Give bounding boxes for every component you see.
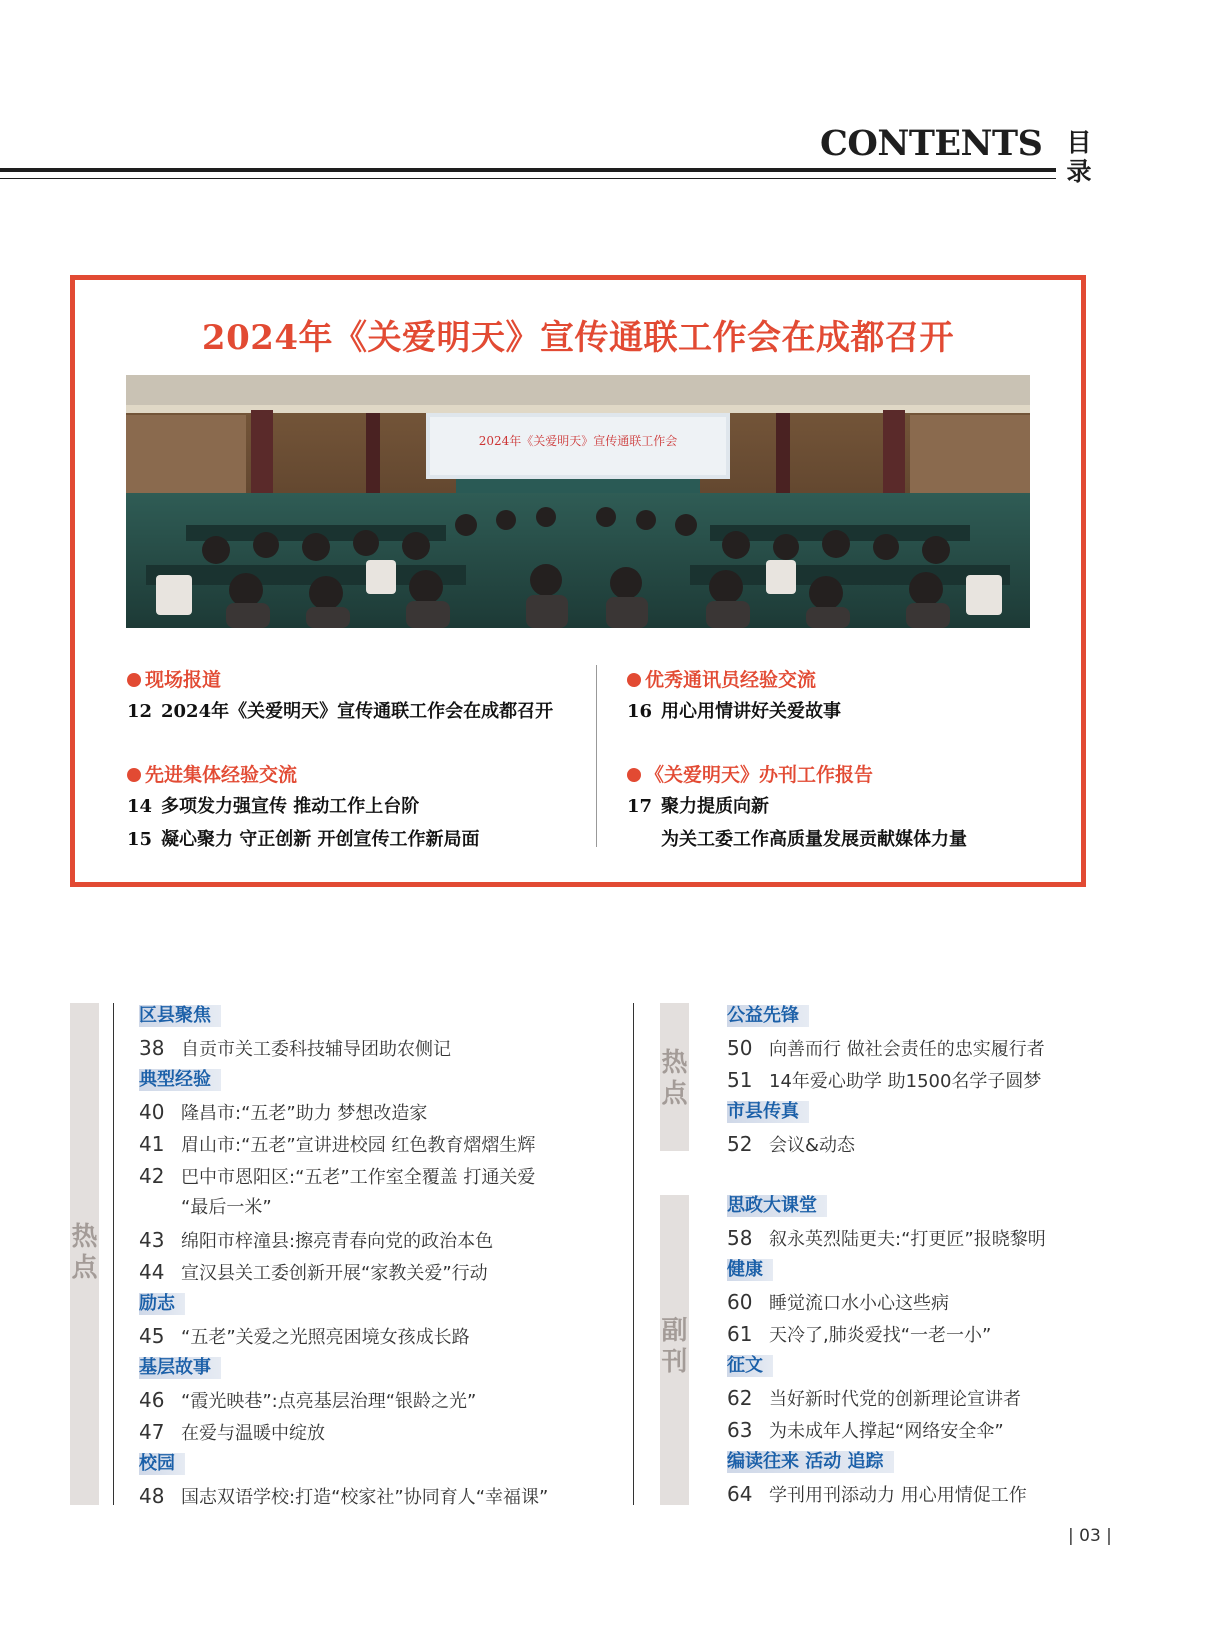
entry-title: 14年爱心助学 助1500名学子圆梦 [769,1071,1042,1092]
category-label: 典型经验 [139,1069,221,1091]
page-number: 48 [139,1484,165,1508]
page-number: 16 [627,701,653,722]
page-number: 64 [727,1482,753,1506]
entry-title: “霞光映巷”:点亮基层治理“银龄之光” [181,1391,477,1412]
category-label: 健康 [727,1259,773,1281]
feature-title: 2024年《关爱明天》宣传通联工作会在成都召开 [201,318,955,358]
page-number: 62 [727,1386,753,1410]
side-label-supplement: 副刊 [661,1316,688,1377]
page-number: 12 [127,701,153,722]
toc-entry[interactable] [139,1256,619,1288]
toc-entry[interactable] [139,1032,619,1064]
toc-list-right [727,1000,1207,1510]
page-number: 42 [139,1164,165,1188]
toc-entry[interactable] [139,1416,619,1448]
entry-title: 为关工委工作高质量发展贡献媒体力量 [661,829,967,850]
column-rule [113,1003,114,1505]
page-number: 17 [627,796,653,817]
page-number: 44 [139,1260,165,1284]
toc-entry[interactable] [627,695,1067,728]
page-number: 43 [139,1228,165,1252]
page-number: 47 [139,1420,165,1444]
screen-banner-text: 2024年《关爱明天》宣传通联工作会 [478,434,678,448]
feature-right-column [627,665,1067,856]
bullet-dot-icon [127,768,141,782]
feature-section-heading: 现场报道 [127,665,587,695]
entry-title: 叙永英烈陆更夫:“打更匠”报晓黎明 [769,1229,1046,1250]
entry-title: 多项发力强宣传 推动工作上台阶 [161,796,420,817]
entry-title: 2024年《关爱明天》宣传通联工作会在成都召开 [161,701,554,722]
toc-entry[interactable] [139,1384,619,1416]
toc-list-left [139,1000,619,1512]
toc-entry[interactable] [727,1286,1207,1318]
mulu-top: 目 [1066,128,1092,157]
contents-heading: CONTENTS [820,123,1043,164]
entry-title: 睡觉流口水小心这些病 [769,1293,949,1314]
toc-entry[interactable] [139,1224,619,1256]
toc-entry[interactable] [139,1096,619,1128]
page-number: 45 [139,1324,165,1348]
category-label: 思政大课堂 [727,1195,827,1217]
page-number: 63 [727,1418,753,1442]
toc-entry[interactable] [727,1478,1207,1510]
page-number: 15 [127,829,153,850]
entry-title: 向善而行 做社会责任的忠实履行者 [769,1039,1045,1060]
entry-title: 用心用情讲好关爱故事 [661,701,841,722]
category-label: 编读往来 活动 追踪 [727,1451,894,1473]
category-label: 校园 [139,1453,185,1475]
toc-entry[interactable] [727,1382,1207,1414]
toc-entry[interactable] [139,1160,619,1192]
toc-entry[interactable] [727,1318,1207,1350]
entry-title: 隆昌市:“五老”助力 梦想改造家 [181,1103,428,1124]
category-label: 励志 [139,1293,185,1315]
toc-entry-continuation[interactable] [627,823,1067,856]
toc-entry[interactable] [727,1222,1207,1254]
entry-title: “五老”关爱之光照亮困境女孩成长路 [181,1327,470,1348]
feature-column-divider [596,665,597,847]
column-rule [633,1003,634,1505]
category-label: 区县聚焦 [139,1005,221,1027]
toc-entry[interactable] [139,1320,619,1352]
category-label: 征文 [727,1355,773,1377]
category-label: 市县传真 [727,1101,809,1123]
bullet-dot-icon [627,673,641,687]
mulu-bottom: 录 [1066,157,1092,186]
page-number: 46 [139,1388,165,1412]
category-label: 基层故事 [139,1357,221,1379]
page-number: 60 [727,1290,753,1314]
entry-title: 凝心聚力 守正创新 开创宣传工作新局面 [161,829,480,850]
entry-title: “最后一米” [181,1197,272,1218]
entry-title: 在爱与温暖中绽放 [181,1423,325,1444]
feature-box [70,275,1086,887]
entry-title: 会议&动态 [769,1135,856,1156]
page-number: 41 [139,1132,165,1156]
page-number: 50 [727,1036,753,1060]
entry-title: 眉山市:“五老”宣讲进校园 红色教育熠熠生辉 [181,1135,536,1156]
entry-title: 国志双语学校:打造“校家社”协同育人“幸福课” [181,1487,549,1508]
toc-entry[interactable] [627,790,1067,823]
toc-entry[interactable] [727,1064,1207,1096]
entry-title: 为未成年人撑起“网络安全伞” [769,1421,1004,1442]
header-rule-thick [0,168,1056,172]
side-label-hotspot: 热点 [661,1048,688,1109]
bullet-dot-icon [127,673,141,687]
toc-entry[interactable] [127,790,587,823]
feature-section-heading: 先进集体经验交流 [127,760,587,790]
toc-entry[interactable] [727,1414,1207,1446]
category-label: 公益先锋 [727,1005,809,1027]
entry-title: 聚力提质向新 [661,796,769,817]
page-number: 14 [127,796,153,817]
page-number: 38 [139,1036,165,1060]
page-number: 58 [727,1226,753,1250]
page-number: 61 [727,1322,753,1346]
header-rule-thin [0,178,1056,179]
toc-entry[interactable] [727,1128,1207,1160]
feature-section-heading: 《关爱明天》办刊工作报告 [627,760,1067,790]
feature-section-heading: 优秀通讯员经验交流 [627,665,1067,695]
page-number: 52 [727,1132,753,1156]
toc-entry[interactable] [127,695,587,728]
entry-title: 宣汉县关工委创新开展“家教关爱”行动 [181,1263,488,1284]
entry-title: 绵阳市梓潼县:擦亮青春向党的政治本色 [181,1231,494,1252]
entry-title: 学刊用刊添动力 用心用情促工作 [769,1485,1027,1506]
bullet-dot-icon [627,768,641,782]
mulu-heading [1064,128,1094,186]
toc-entry-continuation[interactable] [139,1192,619,1224]
entry-title: 巴中市恩阳区:“五老”工作室全覆盖 打通关爱 [181,1167,536,1188]
page-number: 40 [139,1100,165,1124]
conference-photo [126,375,1030,628]
side-label-hotspot: 热点 [71,1222,98,1283]
entry-title: 自贡市关工委科技辅导团助农侧记 [181,1039,451,1060]
entry-title: 天冷了,肺炎爱找“一老一小” [769,1325,992,1346]
page-number-footer: | 03 | [1068,1526,1112,1546]
toc-entry[interactable] [139,1480,619,1512]
page-number: 51 [727,1068,753,1092]
toc-entry[interactable] [139,1128,619,1160]
toc-entry[interactable] [127,823,587,856]
feature-left-column [127,665,587,856]
toc-entry[interactable] [727,1032,1207,1064]
entry-title: 当好新时代党的创新理论宣讲者 [769,1389,1021,1410]
